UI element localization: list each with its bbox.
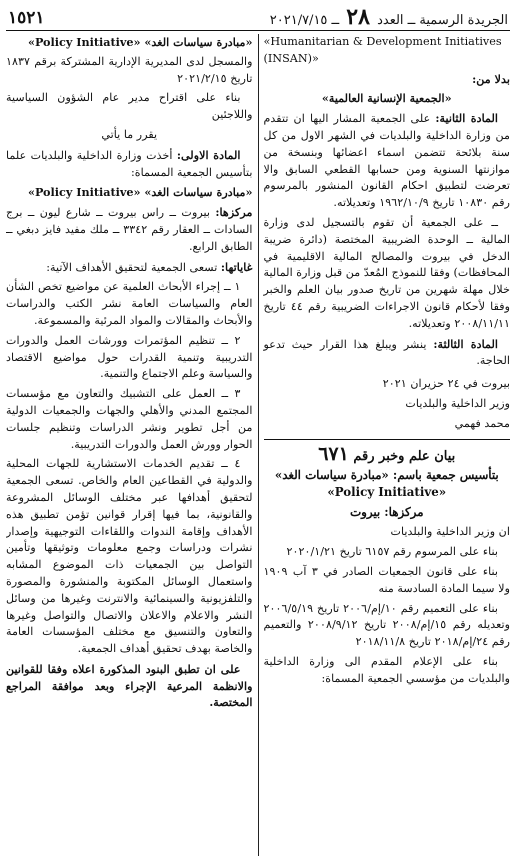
page-number: ١٥٢١	[8, 8, 45, 28]
proposal-line: بناء على اقتراح مدير عام الشؤون السياسية واللاجئين	[6, 91, 253, 122]
headquarters-text: بيروت ــ راس بيروت ــ شارع ليون ــ برج السادات ــ العقار رقم ٣٣٤٢ ــ ملك مفيد فايز دبغي ــ الطابق الرابع.	[6, 206, 253, 253]
article-1	[6, 147, 253, 182]
notice-title-text: بيان علم وخبر رقم	[353, 448, 456, 464]
page-header	[6, 4, 510, 31]
new-association-name: «الجمعية الإنسانية العالمية»	[321, 91, 452, 106]
goal-3: ٣ ــ العمل على التشبيك والتعاون مع مؤسسات المجتمع المدني والأهلي والجهات والجمعيات الدولية من أجل تطوير ونشر الدراسات وتنظيم جلسات الحوار وورش العمل والدورات التدريبية.	[6, 387, 253, 451]
notice-number: ٦٧١	[318, 442, 349, 465]
minister-line: ان وزير الداخلية والبلديات	[390, 525, 510, 539]
header-title-prefix: الجريدة الرسمية ــ العدد	[377, 13, 508, 28]
article-1-text: أخذت وزارة الداخلية والبلديات علما بتأسيس الجمعية المسماة:	[6, 148, 253, 179]
columns	[6, 34, 510, 856]
association-name-line: «مبادرة سياسات الغد» «Policy Initiative»	[27, 35, 253, 49]
instead-of-label: بدلا من:	[472, 71, 510, 86]
left-column	[6, 34, 259, 856]
article-2-text: على الجمعية المشار اليها ان تتقدم من وزارة الداخلية والبلديات في الشهر الاول من كل سنة بلائحة تتضمن اسماء اعضائها وبنسخة من موازنتها السنوية ومن حسابها القطعي السابق والا تعرضت لتطبيق احكام القانون المنشور بالمرسوم رقم ١٠٨٣٠ تاريخ ١٩٦٢/١٠/٩ وتعديلاته.	[263, 112, 510, 210]
header-title	[270, 6, 508, 28]
decides-line: يقرر ما يأتي	[101, 127, 158, 141]
issue-number: ٢٨	[346, 4, 370, 30]
based-on-decree: بناء على المرسوم رقم ٦١٥٧ تاريخ ٢٠٢٠/١/٢١	[286, 545, 498, 559]
headquarters-label: مركزها:	[215, 205, 253, 220]
right-column	[259, 34, 511, 856]
article-3-text: ينشر ويبلغ هذا القرار حيث تدعو الحاجة.	[263, 337, 510, 368]
latin-name: «Humanitarian & Development Initiatives (INSAN)»	[263, 35, 502, 65]
registration-line: والمسجل لدى المديرية الإدارية المشتركة برقم ١٨٣٧ تاريخ ٢٠٢١/٢/١٥	[6, 54, 253, 85]
issue-date: ــ ٢٠٢١/٧/١٥	[269, 13, 340, 28]
signature-name: محمد فهمي	[454, 416, 510, 430]
goal-4: ٤ ــ تقديم الخدمات الاستشارية للجهات المحلية والدولية في القطاعين العام والخاص. تسعى الجمعية لتحقيق أهدافها عبر مختلف الوسائل المشروعة والقانونية، بما فيها إقرار قوانين تؤمن تطبيق هذه الأهداف وإقامة الندوات واللقاءات التوجيهية وإصدار نشرات ودراسات وجمع معلومات وتوثيقها وتأمين التواصل بين الجمعيات ذات الموضوع المشابه واستعمال الوسائل المكتوبة والمنشورة والمصورة والتلفزيونية والسينمائية والانترنت وغيرها من وسائل النشر والاعلام والاعلان والاتصال والتواصل وغيرها والتعاون والتنسيق مع مختلف المؤسسات العامة والخاصة بهدف تحقيق أهداف الجمعية.	[6, 457, 253, 656]
association-name-line-2: «مبادرة سياسات الغد» «Policy Initiative»	[27, 185, 253, 200]
goal-1: ١ ــ إجراء الأبحاث العلمية عن مواضيع تخص الشأن العام والسياسات العامة نشر الكتب والدراسات والأبحاث والمقالات والمواد المرئية والمسموعة.	[6, 280, 253, 327]
notice-subtitle: بتأسيس جمعية باسم: «مبادرة سياسات الغد» «Policy Initiative»	[274, 468, 499, 500]
section-separator	[264, 439, 511, 440]
goals-label: غاياتها:	[220, 259, 253, 274]
closing-paragraph: على ان تطبق البنود المذكورة اعلاه وفقا للقوانين والانظمة المرعية الإجراء وبعد موافقة المراجع المختصة.	[6, 661, 253, 710]
article-3-label: المادة الثالثة:	[433, 336, 498, 351]
article-2-label: المادة الثانية:	[435, 111, 498, 126]
headquarters-paragraph	[6, 204, 253, 255]
signature-date: بيروت في ٢٤ حزيران ٢٠٢١	[382, 377, 510, 391]
goals-text: تسعى الجمعية لتحقيق الأهداف الآتية:	[46, 260, 218, 274]
notice-title	[264, 442, 511, 466]
notice-headquarters: مركزها: بيروت	[350, 505, 424, 520]
based-on-law: بناء على قانون الجمعيات الصادر في ٣ آب ١٩٠٩ ولا سيما المادة السادسة منه	[263, 564, 510, 595]
based-on-circular: بناء على التعميم رقم ١٠/إم/٢٠٠٦ تاريخ ٢٠٠٦/٥/١٩ وتعديله رقم ١٥/إم/٢٠٠٨ تاريخ ٢٠٠٨/٩/١٢ والتعميم رقم ٢٤/إم/٢٠١٨ تاريخ ٢٠١٨/١١/٨	[263, 601, 510, 649]
signature-block	[264, 376, 511, 432]
article-1-label: المادة الاولى:	[176, 147, 241, 162]
signature-title: وزير الداخلية والبلديات	[405, 396, 510, 410]
goal-2: ٢ ــ تنظيم المؤتمرات وورشات العمل والدورات التدريبية وتنمية القدرات حول مواضيع الاقتصاد والسياسة وعلم الاجتماع والتنمية.	[6, 333, 253, 381]
article-2-tax: ــ على الجمعية أن تقوم بالتسجيل لدى وزارة المالية ــ الوحدة الضريبية المختصة (دائرة ضريبة الدخل في بيروت والمصالح المالية الاقليمية في المحافظات) وفقا للنموذج المُعدّ من قبل وزارة المالية خلال مهلة شهرين من تاريخ صدور بيان العلم والخبر وفقا لأحكام قانون الاجراءات الضريبية رقم ٤٤ تاريخ ٢٠٠٨/١١/١١ وتعديلاته.	[263, 215, 510, 330]
article-3	[264, 336, 511, 371]
article-2	[264, 110, 511, 212]
based-on-notification: بناء على الإعلام المقدم الى وزارة الداخلية والبلديات من مؤسسي الجمعية المسماة:	[263, 654, 510, 685]
goals-paragraph	[6, 259, 253, 277]
